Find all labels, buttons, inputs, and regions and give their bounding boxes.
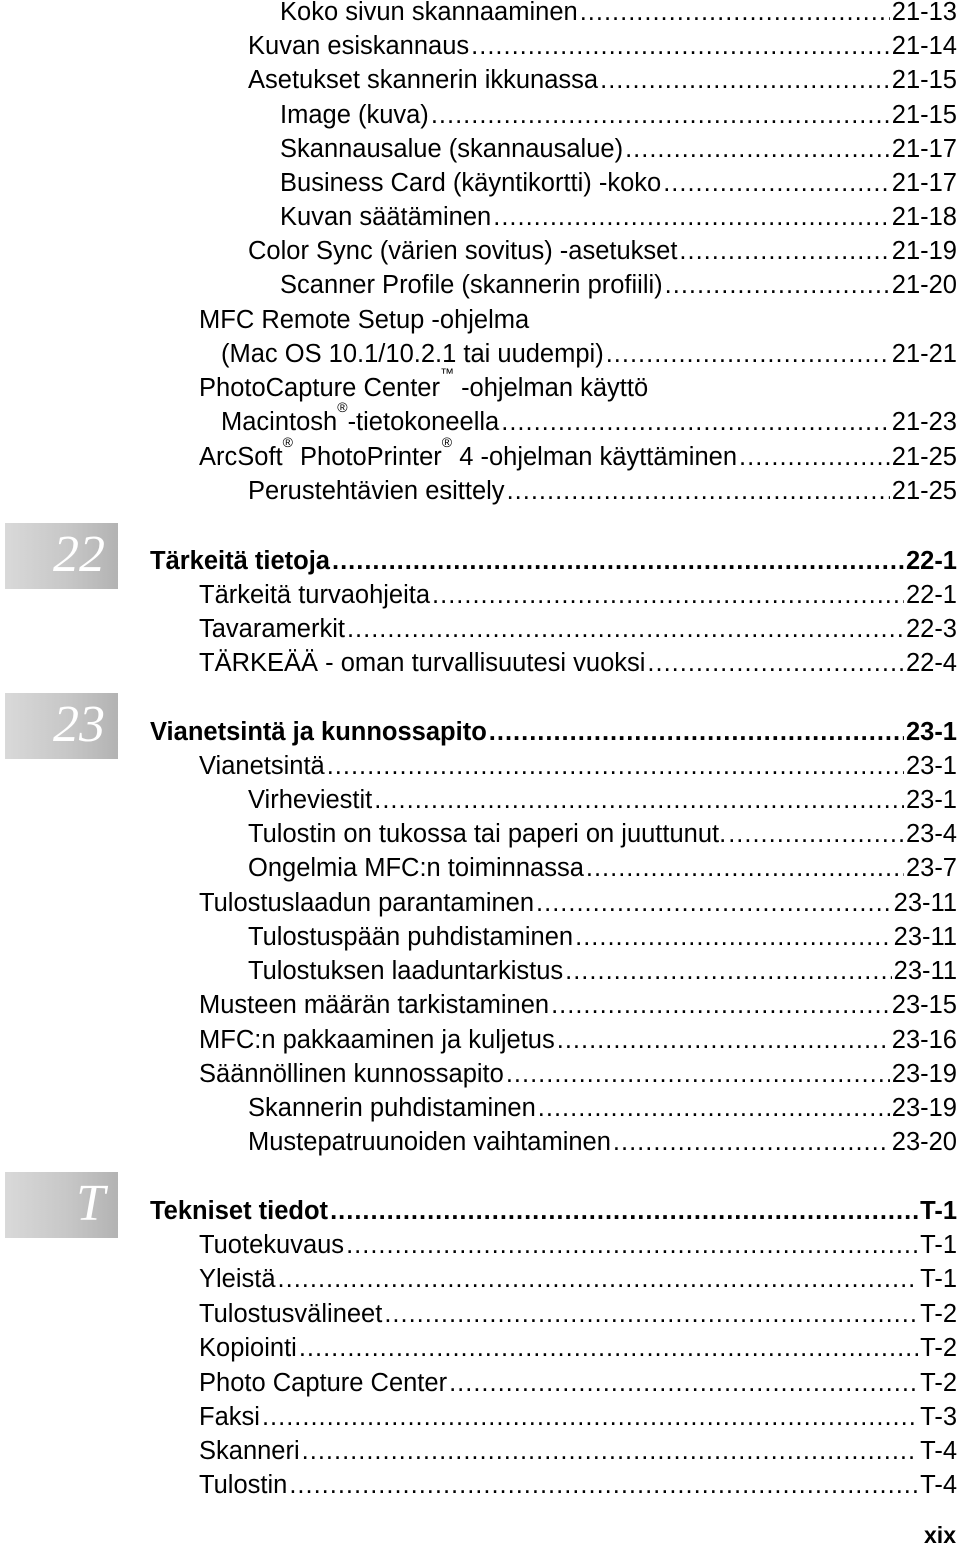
toc-entry[interactable]: Tuotekuvaus ..... T-1 [199,1228,957,1262]
registered-sign: ® [441,434,453,450]
toc-entry[interactable]: Musteen määrän tarkistaminen ..... 23-15 [199,988,957,1022]
page-ref: 23-1 [905,718,957,746]
page-ref: 21-21 [891,340,957,368]
page-ref: 21-19 [891,237,957,265]
toc-entry[interactable]: Tulostusvälineet ..... T-2 [199,1297,957,1331]
toc-entry[interactable]: Image (kuva) ..... 21-15 [280,98,957,132]
chapter-heading[interactable]: Tekniset tiedot ..... T-1 [150,1194,957,1228]
toc-entry[interactable]: Scanner Profile (skannerin profiili) ..... 21-20 [280,268,957,302]
registered-sign: ® [282,434,293,450]
toc-entry[interactable]: Skannerin puhdistaminen ..... 23-19 [248,1091,957,1125]
chapter-tab-23 [5,693,118,759]
trademark-sign: ™ [439,365,454,381]
toc-entry[interactable]: Tulostuksen laaduntarkistus ..... 23-11 [248,954,957,988]
toc-entry[interactable]: MFC:n pakkaaminen ja kuljetus ..... 23-16 [199,1023,957,1057]
toc-entry[interactable]: Tulostin ..... T-4 [199,1468,957,1502]
toc-entry[interactable]: Säännöllinen kunnossapito ..... 23-19 [199,1057,957,1091]
page-ref: 23-11 [893,957,957,985]
page-ref: 23-19 [891,1094,957,1122]
toc-entry[interactable]: PhotoCapture Center™ -ohjelman käyttö [199,365,649,402]
page-ref: T-2 [920,1334,957,1362]
page-ref: 21-14 [891,32,957,60]
page-ref: 22-4 [905,649,957,677]
toc-entry[interactable]: Ongelmia MFC:n toiminnassa ..... 23-7 [248,851,957,885]
toc-entry[interactable]: Business Card (käyntikortti) -koko ..... 21-17 [280,166,957,200]
page-ref: T-4 [920,1471,957,1499]
toc-entry[interactable]: Skannausalue (skannausalue) ..... 21-17 [280,132,957,166]
chapter-tab-label: T [76,1175,105,1232]
chapter-heading[interactable]: Tärkeitä tietoja ..... 22-1 [150,544,957,578]
page-ref: 23-16 [891,1026,957,1054]
chapter-tab-t [5,1172,118,1238]
page-ref: 23-4 [905,820,957,848]
toc-entry[interactable]: Faksi ..... T-3 [199,1400,957,1434]
toc-entry[interactable]: TÄRKEÄÄ - oman turvallisuutesi vuoksi ..... 22-4 [199,646,957,680]
page-ref: 23-1 [905,786,957,814]
page-ref: 21-15 [891,101,957,129]
toc-entry[interactable]: Mustepatruunoiden vaihtaminen ..... 23-20 [248,1125,957,1159]
page-ref: 23-1 [905,752,957,780]
page-ref: 23-20 [891,1128,957,1156]
page-ref: T-2 [920,1369,957,1397]
page-ref: 21-25 [891,443,957,471]
toc-entry[interactable]: Tulostuspään puhdistaminen ..... 23-11 [248,920,957,954]
page-ref: T-1 [920,1197,957,1225]
page-ref: 21-23 [891,408,957,436]
toc-entry[interactable]: Kuvan esiskannaus ..... 21-14 [248,29,957,63]
toc-entry[interactable]: Color Sync (värien sovitus) -asetukset ..... 21-19 [248,234,957,268]
toc-entry[interactable]: Macintosh®-tietokoneella ..... 21-23 [221,405,957,439]
page-ref: 23-11 [893,889,957,917]
toc-entry[interactable]: Virheviestit ..... 23-1 [248,783,957,817]
toc-entry[interactable]: ArcSoft® PhotoPrinter® 4 -ohjelman käyttäminen ..... 21-25 [199,440,957,474]
chapter-tab-label: 23 [53,696,105,753]
page-ref: T-2 [920,1300,957,1328]
page-ref: 23-7 [905,854,957,882]
toc-entry[interactable]: Vianetsintä ..... 23-1 [199,749,957,783]
chapter-tab-label: 22 [53,526,105,583]
toc-entry[interactable]: Perustehtävien esittely ..... 21-25 [248,474,957,508]
page-number: xix [924,1522,956,1548]
page-ref: 22-3 [905,615,957,643]
page-ref: 23-19 [891,1060,957,1088]
toc-entry[interactable]: Tulostuslaadun parantaminen ..... 23-11 [199,886,957,920]
page-ref: 21-17 [891,169,957,197]
page-ref: 23-11 [893,923,957,951]
toc-entry[interactable]: Photo Capture Center ..... T-2 [199,1366,957,1400]
page-ref: T-1 [920,1265,957,1293]
toc-entry[interactable]: MFC Remote Setup -ohjelma [199,306,530,334]
page-ref: 21-20 [891,271,957,299]
page-ref: 21-25 [891,477,957,505]
page-ref: 21-15 [891,66,957,94]
toc-entry[interactable]: Tulostin on tukossa tai paperi on juuttunut. ..... 23-4 [248,817,957,851]
toc-entry[interactable]: Koko sivun skannaaminen ..... 21-13 [280,0,957,29]
toc-entry[interactable]: Tärkeitä turvaohjeita ..... 22-1 [199,578,957,612]
chapter-heading[interactable]: Vianetsintä ja kunnossapito ..... 23-1 [150,715,957,749]
page-ref: 21-17 [891,135,957,163]
chapter-tab-22 [5,523,118,589]
toc-entry[interactable]: Asetukset skannerin ikkunassa ..... 21-15 [248,63,957,97]
page-ref: 22-1 [905,581,957,609]
toc-entry[interactable]: Tavaramerkit ..... 22-3 [199,612,957,646]
registered-sign: ® [337,399,348,415]
page-ref: 23-15 [891,991,957,1019]
page-ref: 21-13 [891,0,957,26]
toc-entry[interactable]: Yleistä ..... T-1 [199,1262,957,1296]
page-ref: 21-18 [891,203,957,231]
toc-entry[interactable]: Kuvan säätäminen ..... 21-18 [280,200,957,234]
page-ref: T-3 [920,1403,957,1431]
toc-entry[interactable]: Skanneri ..... T-4 [199,1434,957,1468]
page-ref: T-4 [920,1437,957,1465]
page-ref: 22-1 [905,547,957,575]
toc-entry[interactable]: (Mac OS 10.1/10.2.1 tai uudempi) ..... 21-21 [221,337,957,371]
toc-entry[interactable]: Kopiointi ..... T-2 [199,1331,957,1365]
page-ref: T-1 [920,1231,957,1259]
